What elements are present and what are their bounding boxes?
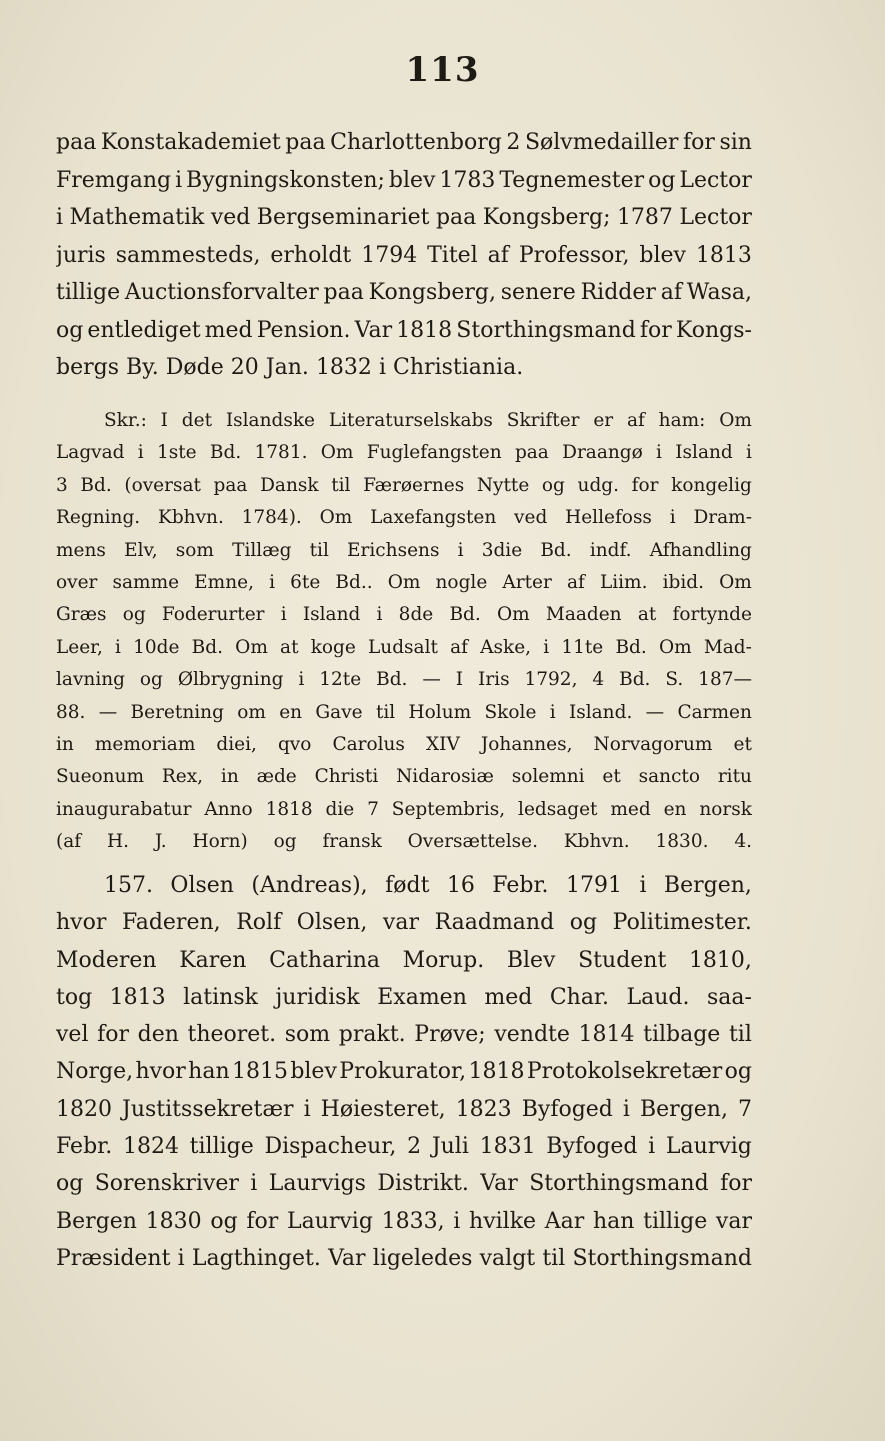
text-line: og entlediget med Pension. Var 1818 Storthingsmand for Kongs- [56, 317, 752, 343]
text-line: Moderen Karen Catharina Morup. Blev Student 1810, [56, 947, 752, 973]
text-line: Lagvad i 1ste Bd. 1781. Om Fuglefangsten paa Draangø i Island i [56, 442, 752, 464]
text-line: 157. Olsen (Andreas), født 16 Febr. 1791 i Bergen, [104, 873, 752, 898]
paragraph-biography-continued [56, 130, 752, 393]
text-line: mens Elv, som Tillæg til Erichsens i 3die Bd. indf. Afhandling [56, 539, 752, 561]
page-number: 113 [405, 50, 480, 90]
text-line: paa Konstakademiet paa Charlottenborg 2 Sølvmedailler for sin [56, 130, 752, 155]
text-line: bergs By. Døde 20 Jan. 1832 i Christiania. [56, 355, 524, 380]
text-line: Sueonum Rex, in æde Christi Nidarosiæ solemni et sancto ritu [56, 766, 752, 788]
text-line: Bergen 1830 og for Laurvig 1833, i hvilke Aar han tillige var [56, 1208, 752, 1234]
text-line: Febr. 1824 tillige Dispacheur, 2 Juli 1831 Byfoged i Laurvig [56, 1134, 752, 1160]
text-line: og Sorenskriver i Laurvigs Distrikt. Var Storthingsmand for [56, 1171, 752, 1197]
text-line: over samme Emne, i 6te Bd.. Om nogle Arter af Liim. ibid. Om [56, 571, 752, 593]
text-line: Regning. Kbhvn. 1784). Om Laxefangsten ved Hellefoss i Dram- [56, 507, 752, 529]
text-line: (af H. J. Horn) og fransk Oversættelse. Kbhvn. 1830. 4. [56, 831, 752, 853]
text-line: 3 Bd. (oversat paa Dansk til Færøernes Nytte og udg. for kongelig [56, 474, 752, 496]
text-line: in memoriam diei, qvo Carolus XIV Johannes, Norvagorum et [56, 733, 752, 755]
text-line: Præsident i Lagthinget. Var ligeledes valgt til Storthingsmand [56, 1245, 752, 1271]
text-line: inaugurabatur Anno 1818 die 7 Septembris, ledsaget med en norsk [56, 798, 752, 820]
text-line: vel for den theoret. som prakt. Prøve; vendte 1814 tilbage til [56, 1022, 752, 1048]
text-line: Græs og Foderurter i Island i 8de Bd. Om Maaden at fortynde [56, 604, 752, 626]
text-line: hvor Faderen, Rolf Olsen, var Raadmand og Politimester. [56, 910, 752, 936]
text-line: juris sammesteds, erholdt 1794 Titel af Professor, blev 1813 [56, 242, 752, 268]
text-line: Norge, hvor han 1815 blev Prokurator, 1818 Protokolsekretær og [56, 1059, 752, 1085]
text-line: 1820 Justitssekretær i Høiesteret, 1823 Byfoged i Bergen, 7 [56, 1096, 752, 1122]
text-line: lavning og Ølbrygning i 12te Bd. — I Iris 1792, 4 Bd. S. 187— [56, 669, 752, 691]
text-line: Skr.: I det Islandske Literaturselskabs Skrifter er af ham: Om [104, 410, 752, 431]
text-line: tog 1813 latinsk juridisk Examen med Char. Laud. saa- [56, 984, 752, 1010]
paragraph-entry-157 [56, 873, 752, 1283]
text-line: tillige Auctionsforvalter paa Kongsberg, senere Ridder af Wasa, [56, 280, 752, 305]
text-line: i Mathematik ved Bergseminariet paa Kongsberg; 1787 Lector [56, 205, 752, 230]
text-line: 88. — Beretning om en Gave til Holum Skole i Island. — Carmen [56, 701, 752, 723]
paragraph-writings-list [56, 410, 752, 863]
text-line: Leer, i 10de Bd. Om at koge Ludsalt af Aske, i 11te Bd. Om Mad- [56, 636, 752, 658]
text-line: Fremgang i Bygningskonsten; blev 1783 Tegnemester og Lector [56, 167, 752, 193]
